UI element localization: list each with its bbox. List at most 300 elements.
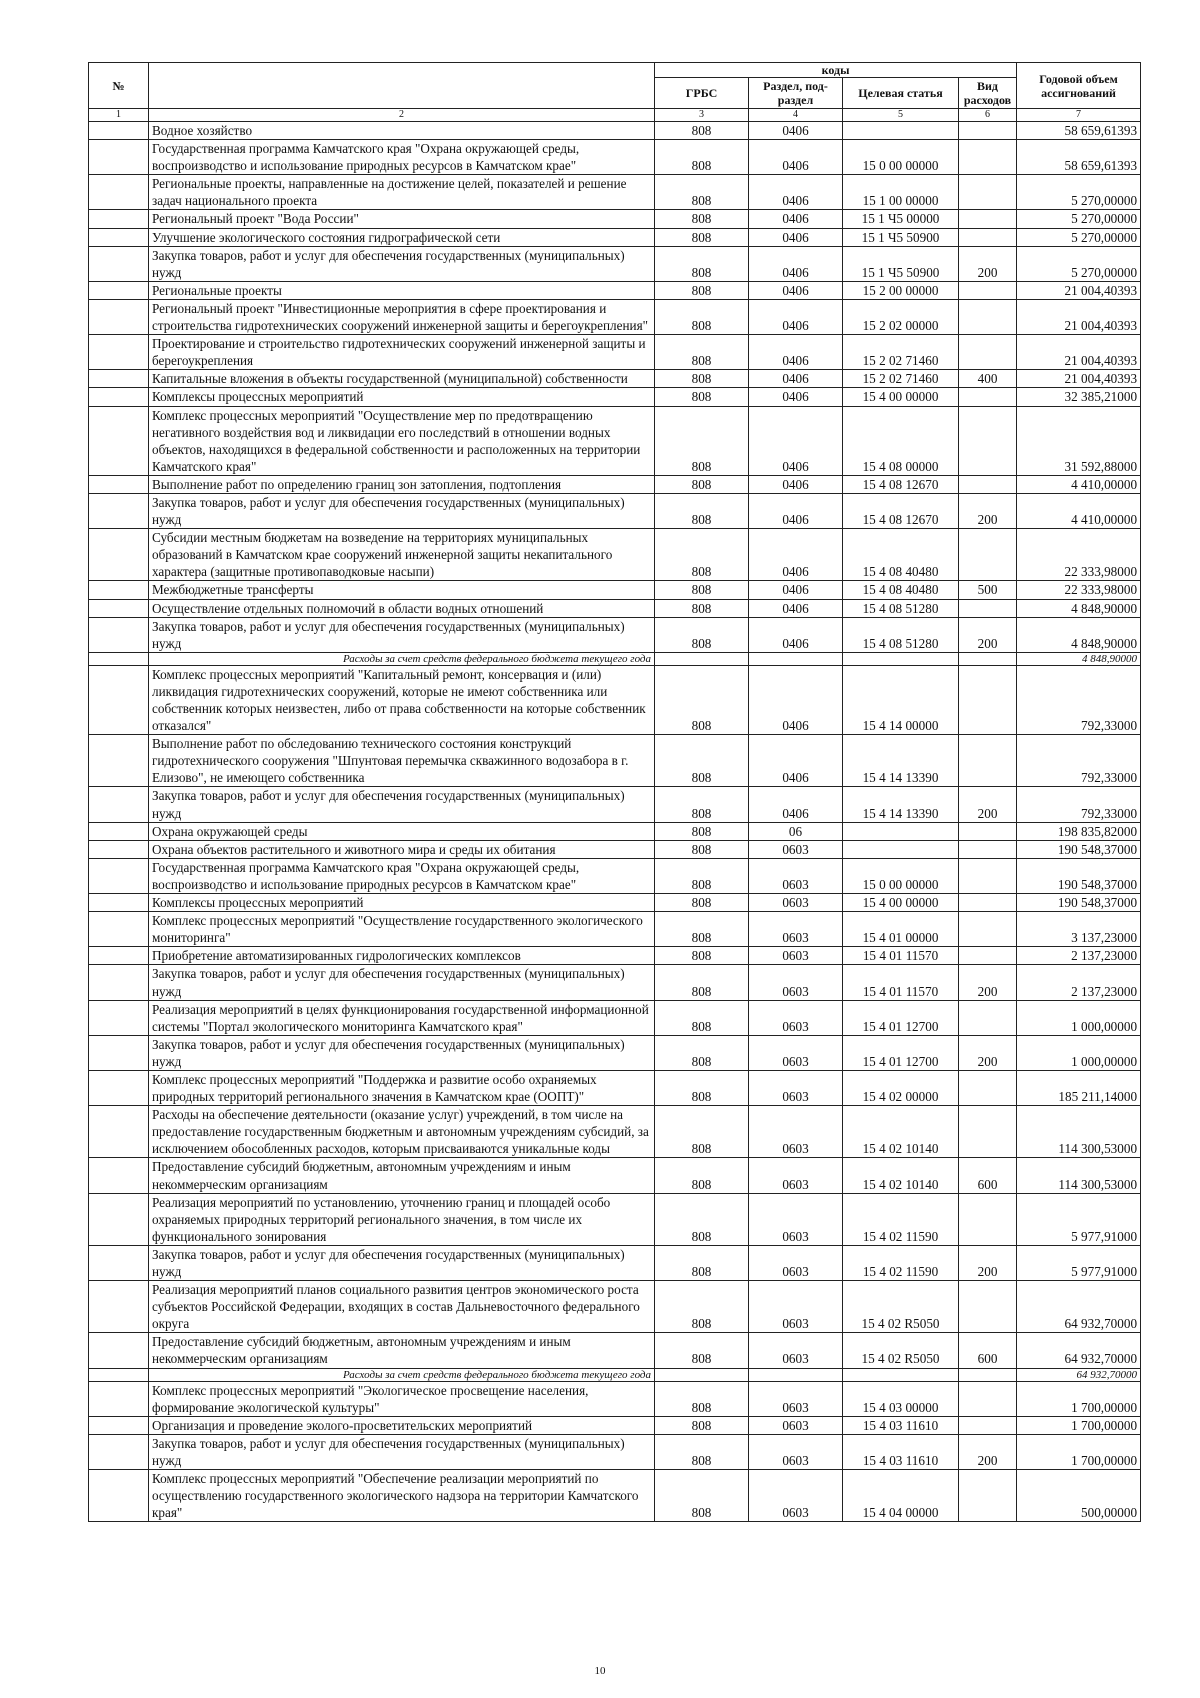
table-row — [89, 299, 1141, 334]
row-grbs: 808 — [655, 1416, 749, 1434]
table-row — [89, 1000, 1141, 1035]
row-razdel: 0406 — [749, 299, 843, 334]
row-name: Государственная программа Камчатского края "Охрана окружающей среды, воспроизводство и использование природных ресурсов в Камчатском крае" — [149, 858, 655, 893]
row-amount: 190 548,37000 — [1017, 840, 1141, 858]
table-row — [89, 493, 1141, 528]
row-amount: 21 004,40393 — [1017, 299, 1141, 334]
row-grbs: 808 — [655, 281, 749, 299]
row-grbs: 808 — [655, 581, 749, 599]
row-number — [89, 581, 149, 599]
row-grbs: 808 — [655, 246, 749, 281]
row-expense-type — [959, 947, 1017, 965]
row-expense-type — [959, 122, 1017, 140]
row-amount: 5 270,00000 — [1017, 175, 1141, 210]
row-expense-type — [959, 1470, 1017, 1522]
table-row — [89, 122, 1141, 140]
table-row — [89, 1158, 1141, 1193]
row-target-article: 15 4 02 11590 — [843, 1245, 959, 1280]
row-grbs: 808 — [655, 858, 749, 893]
row-grbs: 808 — [655, 822, 749, 840]
row-grbs: 808 — [655, 1106, 749, 1158]
row-target-article: 15 4 01 00000 — [843, 912, 959, 947]
row-grbs: 808 — [655, 529, 749, 581]
table-row — [89, 581, 1141, 599]
row-grbs: 808 — [655, 1035, 749, 1070]
row-target-article: 15 0 00 00000 — [843, 858, 959, 893]
row-grbs: 808 — [655, 335, 749, 370]
col-number-1: 1 — [89, 109, 149, 122]
col-number-2: 2 — [149, 109, 655, 122]
row-number — [89, 1470, 149, 1522]
table-row — [89, 140, 1141, 175]
row-number — [89, 1158, 149, 1193]
row-expense-type: 500 — [959, 581, 1017, 599]
row-target-article: 15 4 03 11610 — [843, 1434, 959, 1469]
row-expense-type — [959, 894, 1017, 912]
row-razdel: 0603 — [749, 1035, 843, 1070]
table-row — [89, 617, 1141, 652]
row-expense-type: 200 — [959, 787, 1017, 822]
row-name: Расходы за счет средств федерального бюджета текущего года — [149, 1368, 655, 1381]
row-expense-type — [959, 1281, 1017, 1333]
row-expense-type — [959, 388, 1017, 406]
row-target-article — [843, 840, 959, 858]
row-grbs: 808 — [655, 140, 749, 175]
row-razdel: 0603 — [749, 1106, 843, 1158]
row-grbs: 808 — [655, 965, 749, 1000]
row-target-article: 15 4 14 13390 — [843, 787, 959, 822]
row-name: Предоставление субсидий бюджетным, автономным учреждениям и иным некоммерческим организациям — [149, 1158, 655, 1193]
row-target-article: 15 2 02 71460 — [843, 370, 959, 388]
row-expense-type — [959, 652, 1017, 665]
row-name: Закупка товаров, работ и услуг для обеспечения государственных (муниципальных) нужд — [149, 965, 655, 1000]
row-grbs: 808 — [655, 175, 749, 210]
row-number — [89, 210, 149, 228]
row-grbs: 808 — [655, 735, 749, 787]
row-number — [89, 281, 149, 299]
row-grbs: 808 — [655, 840, 749, 858]
row-expense-type — [959, 228, 1017, 246]
row-amount: 198 835,82000 — [1017, 822, 1141, 840]
col-number-4: 4 — [749, 109, 843, 122]
table-row — [89, 1193, 1141, 1245]
table-header — [89, 63, 1141, 122]
row-target-article: 15 4 02 00000 — [843, 1070, 959, 1105]
row-razdel: 0406 — [749, 388, 843, 406]
table-row — [89, 787, 1141, 822]
row-number — [89, 965, 149, 1000]
row-amount: 114 300,53000 — [1017, 1158, 1141, 1193]
row-amount: 1 700,00000 — [1017, 1434, 1141, 1469]
row-number — [89, 140, 149, 175]
row-number — [89, 858, 149, 893]
row-name: Приобретение автоматизированных гидрологических комплексов — [149, 947, 655, 965]
row-number — [89, 1245, 149, 1280]
row-number — [89, 246, 149, 281]
row-expense-type — [959, 1000, 1017, 1035]
table-row — [89, 1035, 1141, 1070]
row-expense-type — [959, 912, 1017, 947]
row-grbs: 808 — [655, 787, 749, 822]
row-razdel: 0406 — [749, 370, 843, 388]
row-razdel: 0406 — [749, 140, 843, 175]
row-target-article — [843, 652, 959, 665]
table-row — [89, 822, 1141, 840]
row-razdel: 0603 — [749, 894, 843, 912]
row-grbs: 808 — [655, 1000, 749, 1035]
row-razdel: 06 — [749, 822, 843, 840]
table-row — [89, 281, 1141, 299]
row-name: Реализация мероприятий по установлению, уточнению границ и площадей особо охраняемых природных территорий регионального значения, в том числе их функционального зонирования — [149, 1193, 655, 1245]
row-target-article: 15 4 08 51280 — [843, 617, 959, 652]
table-row — [89, 175, 1141, 210]
row-amount: 22 333,98000 — [1017, 581, 1141, 599]
row-grbs: 808 — [655, 599, 749, 617]
row-amount: 5 270,00000 — [1017, 246, 1141, 281]
row-grbs: 808 — [655, 1193, 749, 1245]
row-razdel: 0406 — [749, 335, 843, 370]
header-name — [149, 63, 655, 109]
row-razdel: 0603 — [749, 1245, 843, 1280]
row-amount: 4 848,90000 — [1017, 617, 1141, 652]
row-razdel: 0406 — [749, 735, 843, 787]
row-name: Капитальные вложения в объекты государственной (муниципальной) собственности — [149, 370, 655, 388]
row-razdel: 0406 — [749, 529, 843, 581]
row-expense-type — [959, 175, 1017, 210]
row-number — [89, 228, 149, 246]
row-expense-type — [959, 1416, 1017, 1434]
row-expense-type — [959, 1368, 1017, 1381]
row-amount: 4 410,00000 — [1017, 493, 1141, 528]
row-expense-type: 200 — [959, 617, 1017, 652]
row-name: Закупка товаров, работ и услуг для обеспечения государственных (муниципальных) нужд — [149, 1434, 655, 1469]
row-grbs: 808 — [655, 1281, 749, 1333]
row-expense-type: 600 — [959, 1333, 1017, 1368]
row-name: Комплекс процессных мероприятий "Поддержка и развитие особо охраняемых природных территорий регионального значения в Камчатском крае (ООПТ)" — [149, 1070, 655, 1105]
row-target-article: 15 4 01 11570 — [843, 965, 959, 1000]
row-razdel: 0603 — [749, 858, 843, 893]
row-amount: 4 848,90000 — [1017, 652, 1141, 665]
row-amount: 64 932,70000 — [1017, 1368, 1141, 1381]
row-target-article: 15 4 02 10140 — [843, 1106, 959, 1158]
row-target-article: 15 4 14 13390 — [843, 735, 959, 787]
row-expense-type: 200 — [959, 1245, 1017, 1280]
table-row — [89, 1470, 1141, 1522]
header-codes: коды — [655, 63, 1017, 78]
row-expense-type: 200 — [959, 493, 1017, 528]
header-annual-volume: Годовой объем ассигнований — [1017, 63, 1141, 109]
header-grbs: ГРБС — [655, 78, 749, 109]
row-name: Государственная программа Камчатского края "Охрана окружающей среды, воспроизводство и использование природных ресурсов в Камчатском крае" — [149, 140, 655, 175]
row-name: Улучшение экологического состояния гидрографической сети — [149, 228, 655, 246]
row-name: Комплекс процессных мероприятий "Экологическое просвещение населения, формирование экологической культуры" — [149, 1381, 655, 1416]
row-expense-type — [959, 858, 1017, 893]
row-razdel: 0603 — [749, 840, 843, 858]
row-name: Комплекс процессных мероприятий "Капитальный ремонт, консервация и (или) ликвидация гидротехнических сооружений, которые не имеют собственника или собственник которых неизвестен, либо от права собственности на которые собственник отказался" — [149, 665, 655, 734]
row-name: Реализация мероприятий планов социального развития центров экономического роста субъектов Российской Федерации, входящих в состав Дальневосточного федерального округа — [149, 1281, 655, 1333]
row-expense-type: 200 — [959, 246, 1017, 281]
row-razdel: 0603 — [749, 1070, 843, 1105]
row-name: Комплекс процессных мероприятий "Осуществление государственного экологического мониторинга" — [149, 912, 655, 947]
budget-table — [88, 62, 1141, 1522]
row-razdel: 0603 — [749, 1381, 843, 1416]
header-razdel: Раздел, под-раздел — [749, 78, 843, 109]
row-razdel: 0406 — [749, 493, 843, 528]
row-expense-type: 600 — [959, 1158, 1017, 1193]
row-target-article — [843, 122, 959, 140]
row-razdel: 0603 — [749, 1193, 843, 1245]
header-number: № — [89, 63, 149, 109]
row-grbs: 808 — [655, 947, 749, 965]
row-target-article: 15 4 08 40480 — [843, 581, 959, 599]
table-row — [89, 1381, 1141, 1416]
row-amount: 31 592,88000 — [1017, 406, 1141, 475]
row-name: Комплекс процессных мероприятий "Осуществление мер по предотвращению негативного воздействия вод и ликвидации его последствий в отношении водных объектов, находящихся в федеральной собственности и расположенных на территории Камчатского края" — [149, 406, 655, 475]
row-razdel: 0603 — [749, 947, 843, 965]
row-target-article: 15 4 02 11590 — [843, 1193, 959, 1245]
row-amount: 114 300,53000 — [1017, 1106, 1141, 1158]
row-number — [89, 787, 149, 822]
row-number — [89, 335, 149, 370]
row-expense-type — [959, 140, 1017, 175]
row-razdel: 0406 — [749, 246, 843, 281]
row-grbs: 808 — [655, 299, 749, 334]
table-row — [89, 210, 1141, 228]
row-amount: 21 004,40393 — [1017, 370, 1141, 388]
table-row — [89, 947, 1141, 965]
row-expense-type: 200 — [959, 1035, 1017, 1070]
row-amount: 3 137,23000 — [1017, 912, 1141, 947]
row-razdel: 0603 — [749, 912, 843, 947]
row-expense-type — [959, 299, 1017, 334]
row-number — [89, 1035, 149, 1070]
row-target-article: 15 4 02 R5050 — [843, 1281, 959, 1333]
row-amount: 185 211,14000 — [1017, 1070, 1141, 1105]
row-amount: 500,00000 — [1017, 1470, 1141, 1522]
row-expense-type — [959, 1070, 1017, 1105]
row-expense-type — [959, 335, 1017, 370]
row-name: Закупка товаров, работ и услуг для обеспечения государственных (муниципальных) нужд — [149, 787, 655, 822]
row-razdel — [749, 1368, 843, 1381]
table-row — [89, 1434, 1141, 1469]
row-name: Выполнение работ по обследованию технического состояния конструкций гидротехнического сооружения "Шпунтовая перемычка скважинного водозабора в г. Елизово", не имеющего собственника — [149, 735, 655, 787]
row-target-article: 15 4 02 R5050 — [843, 1333, 959, 1368]
row-amount: 5 977,91000 — [1017, 1245, 1141, 1280]
row-amount: 58 659,61393 — [1017, 122, 1141, 140]
row-grbs: 808 — [655, 617, 749, 652]
table-row — [89, 228, 1141, 246]
row-name: Комплексы процессных мероприятий — [149, 388, 655, 406]
row-number — [89, 894, 149, 912]
table-row — [89, 858, 1141, 893]
row-amount: 58 659,61393 — [1017, 140, 1141, 175]
row-number — [89, 1281, 149, 1333]
row-number — [89, 912, 149, 947]
row-name: Расходы на обеспечение деятельности (оказание услуг) учреждений, в том числе на предоставление государственным бюджетным и автономным учреждениям субсидий, за исключением обособленных расходов, которым присваиваются уникальные коды — [149, 1106, 655, 1158]
row-grbs: 808 — [655, 228, 749, 246]
row-amount: 64 932,70000 — [1017, 1281, 1141, 1333]
row-grbs: 808 — [655, 122, 749, 140]
row-amount: 190 548,37000 — [1017, 894, 1141, 912]
row-target-article: 15 4 01 11570 — [843, 947, 959, 965]
row-name: Региональные проекты, направленные на достижение целей, показателей и решение задач национального проекта — [149, 175, 655, 210]
row-amount: 64 932,70000 — [1017, 1333, 1141, 1368]
row-number — [89, 735, 149, 787]
col-number-3: 3 — [655, 109, 749, 122]
table-row — [89, 894, 1141, 912]
row-grbs: 808 — [655, 1245, 749, 1280]
row-number — [89, 1070, 149, 1105]
row-target-article — [843, 1368, 959, 1381]
table-row — [89, 1245, 1141, 1280]
row-expense-type: 400 — [959, 370, 1017, 388]
row-name: Закупка товаров, работ и услуг для обеспечения государственных (муниципальных) нужд — [149, 493, 655, 528]
row-target-article: 15 4 08 12670 — [843, 475, 959, 493]
row-target-article: 15 1 Ч5 00000 — [843, 210, 959, 228]
row-grbs: 808 — [655, 475, 749, 493]
row-expense-type — [959, 1381, 1017, 1416]
page-number: 10 — [594, 1665, 606, 1677]
federal-budget-row — [89, 1368, 1141, 1381]
row-razdel: 0406 — [749, 406, 843, 475]
row-razdel: 0603 — [749, 1000, 843, 1035]
row-target-article: 15 4 00 00000 — [843, 894, 959, 912]
budget-sheet — [88, 62, 1140, 1522]
row-razdel: 0603 — [749, 1470, 843, 1522]
row-name: Региональный проект "Инвестиционные мероприятия в сфере проектирования и строительства гидротехнических сооружений инженерной защиты и берегоукрепления" — [149, 299, 655, 334]
row-expense-type — [959, 735, 1017, 787]
table-row — [89, 665, 1141, 734]
row-razdel: 0406 — [749, 665, 843, 734]
row-amount: 2 137,23000 — [1017, 965, 1141, 1000]
row-target-article — [843, 822, 959, 840]
row-name: Выполнение работ по определению границ зон затопления, подтопления — [149, 475, 655, 493]
header-expense-type: Вид расходов — [959, 78, 1017, 109]
row-expense-type — [959, 665, 1017, 734]
row-amount: 2 137,23000 — [1017, 947, 1141, 965]
header-target-article: Целевая статья — [843, 78, 959, 109]
table-row — [89, 1281, 1141, 1333]
row-target-article: 15 1 Ч5 50900 — [843, 228, 959, 246]
row-number — [89, 175, 149, 210]
row-amount: 5 977,91000 — [1017, 1193, 1141, 1245]
table-row — [89, 475, 1141, 493]
row-grbs: 808 — [655, 1158, 749, 1193]
row-name: Региональный проект "Вода России" — [149, 210, 655, 228]
col-number-7: 7 — [1017, 109, 1141, 122]
row-target-article: 15 2 00 00000 — [843, 281, 959, 299]
row-name: Закупка товаров, работ и услуг для обеспечения государственных (муниципальных) нужд — [149, 1245, 655, 1280]
table-row — [89, 1416, 1141, 1434]
row-name: Охрана объектов растительного и животного мира и среды их обитания — [149, 840, 655, 858]
row-number — [89, 493, 149, 528]
row-number — [89, 1333, 149, 1368]
row-amount: 792,33000 — [1017, 735, 1141, 787]
row-grbs: 808 — [655, 1070, 749, 1105]
row-name: Комплекс процессных мероприятий "Обеспечение реализации мероприятий по осуществлению государственного экологического надзора на территории Камчатского края" — [149, 1470, 655, 1522]
row-razdel: 0406 — [749, 475, 843, 493]
row-razdel: 0406 — [749, 599, 843, 617]
row-grbs: 808 — [655, 1434, 749, 1469]
row-razdel: 0406 — [749, 617, 843, 652]
row-razdel: 0406 — [749, 122, 843, 140]
row-name: Расходы за счет средств федерального бюджета текущего года — [149, 652, 655, 665]
row-razdel: 0406 — [749, 175, 843, 210]
row-expense-type — [959, 1106, 1017, 1158]
row-grbs: 808 — [655, 493, 749, 528]
row-number — [89, 599, 149, 617]
row-number — [89, 1434, 149, 1469]
row-amount: 1 700,00000 — [1017, 1381, 1141, 1416]
row-razdel: 0406 — [749, 787, 843, 822]
row-number — [89, 1416, 149, 1434]
row-amount: 4 848,90000 — [1017, 599, 1141, 617]
row-expense-type — [959, 1193, 1017, 1245]
row-target-article: 15 2 02 00000 — [843, 299, 959, 334]
row-expense-type — [959, 210, 1017, 228]
row-amount: 5 270,00000 — [1017, 228, 1141, 246]
row-number — [89, 299, 149, 334]
row-name: Проектирование и строительство гидротехнических сооружений инженерной защиты и берегоукрепления — [149, 335, 655, 370]
table-row — [89, 335, 1141, 370]
row-razdel: 0406 — [749, 281, 843, 299]
row-target-article: 15 2 02 71460 — [843, 335, 959, 370]
row-number — [89, 1193, 149, 1245]
row-razdel: 0603 — [749, 1416, 843, 1434]
row-amount: 1 000,00000 — [1017, 1000, 1141, 1035]
row-number — [89, 1000, 149, 1035]
row-grbs: 808 — [655, 1333, 749, 1368]
table-row — [89, 406, 1141, 475]
row-number — [89, 370, 149, 388]
row-number — [89, 1381, 149, 1416]
row-name: Осуществление отдельных полномочий в области водных отношений — [149, 599, 655, 617]
table-row — [89, 246, 1141, 281]
table-row — [89, 599, 1141, 617]
row-expense-type — [959, 529, 1017, 581]
row-name: Межбюджетные трансферты — [149, 581, 655, 599]
row-expense-type — [959, 281, 1017, 299]
row-target-article: 15 4 08 00000 — [843, 406, 959, 475]
row-target-article: 15 4 08 51280 — [843, 599, 959, 617]
row-number — [89, 947, 149, 965]
row-name: Региональные проекты — [149, 281, 655, 299]
table-row — [89, 370, 1141, 388]
row-target-article: 15 4 03 00000 — [843, 1381, 959, 1416]
table-body — [89, 122, 1141, 1522]
row-target-article: 15 4 02 10140 — [843, 1158, 959, 1193]
row-number — [89, 529, 149, 581]
row-amount: 1 000,00000 — [1017, 1035, 1141, 1070]
row-grbs: 808 — [655, 1381, 749, 1416]
row-grbs: 808 — [655, 665, 749, 734]
row-target-article: 15 1 00 00000 — [843, 175, 959, 210]
table-row — [89, 735, 1141, 787]
row-grbs: 808 — [655, 210, 749, 228]
row-name: Предоставление субсидий бюджетным, автономным учреждениям и иным некоммерческим организациям — [149, 1333, 655, 1368]
table-row — [89, 529, 1141, 581]
row-grbs: 808 — [655, 912, 749, 947]
row-name: Охрана окружающей среды — [149, 822, 655, 840]
row-number — [89, 822, 149, 840]
row-number — [89, 652, 149, 665]
row-number — [89, 406, 149, 475]
table-row — [89, 1333, 1141, 1368]
row-target-article: 15 1 Ч5 50900 — [843, 246, 959, 281]
row-grbs: 808 — [655, 388, 749, 406]
row-amount: 190 548,37000 — [1017, 858, 1141, 893]
row-razdel: 0603 — [749, 1281, 843, 1333]
